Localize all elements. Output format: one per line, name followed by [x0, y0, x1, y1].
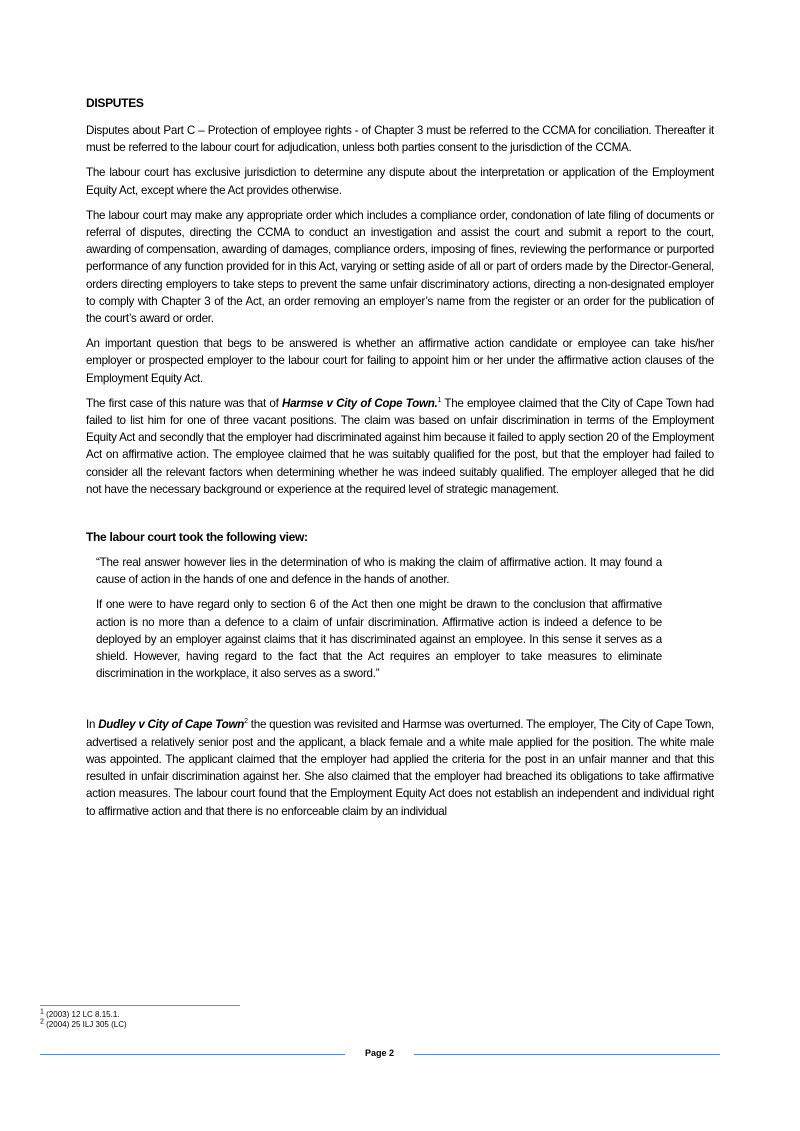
footnote-2-text: (2004) 25 ILJ 305 (LC)	[46, 1020, 127, 1029]
footnote-1-text: (2003) 12 LC 8.15.1.	[46, 1010, 120, 1019]
paragraph-dudley-case	[86, 716, 714, 819]
footnotes	[40, 1010, 127, 1030]
footnote-1-number: 1	[40, 1008, 44, 1016]
block-quote	[96, 554, 662, 682]
section-heading: DISPUTES	[86, 96, 144, 110]
paragraph-harmse-case	[86, 395, 714, 498]
paragraph-court-orders: The labour court may make any appropriate order which includes a compliance order, condonation of late filing of documents or referral of disputes, directing the CCMA to conduct an investigation and assist the court and submit a report to the court, awarding of compensation, awarding of damages, compliance orders, imposing of fines, reviewing the performance or purported performance of any function provided for in this Act, varying or setting aside of all or part of orders made by the Director-General, orders directing employers to take steps to prevent the same unfair discriminatory actions, directing a non-designated employer to comply with Chapter 3 of the Act, an order removing an employer’s name from the register or an order for the publication of the court’s award or order.	[86, 208, 714, 326]
paragraph-important-question: An important question that begs to be answered is whether an affirmative action candidate or employee can take his/her employer or prospected employer to the labour court for failing to appoint him or her under the affirmative action clauses of the Employment Equity Act.	[86, 337, 714, 385]
footnote-2-number: 2	[40, 1018, 44, 1026]
dudley-intro: In	[86, 718, 99, 732]
footnote-separator	[40, 1005, 240, 1006]
footer-rule-left	[40, 1054, 345, 1055]
harmse-case-name: Harmse v City of Cope Town.	[281, 396, 438, 410]
dudley-rest: the question was revisited and Harmse was overturned. The employer, The City of Cape Town, advertised a relatively senior post and the applicant, a black female and a white male applied for the position. The white male was appointed. The applicant claimed that the employer had applied the criteria for the post in an unfair manner and that this resulted in unfair discrimination against her. She also claimed that the employer had breached its obligations to take affirmative action measures. The labour court found that the Employment Equity Act does not establish an independent and individual right to affirmative action and that there is no enforceable claim by an individual	[86, 718, 715, 818]
footnote-2	[40, 1020, 127, 1030]
footer-rule-right	[414, 1054, 720, 1055]
footnote-1	[40, 1010, 127, 1020]
document-body	[86, 96, 714, 828]
harmse-intro: The first case of this nature was that of	[86, 396, 282, 410]
paragraph-exclusive-jurisdiction: The labour court has exclusive jurisdiction to determine any dispute about the interpretation or application of the Employment Equity Act, except where the Act provides otherwise.	[86, 166, 714, 197]
quote-paragraph-1: “The real answer however lies in the determination of who is making the claim of affirmative action. It may found a cause of action in the hands of one and defence in the hands of another.	[96, 556, 662, 587]
view-heading: The labour court took the following view:	[86, 530, 308, 545]
dudley-case-name: Dudley v City of Cape Town	[98, 718, 245, 732]
footnote-ref-2[interactable]: 2	[244, 718, 248, 726]
quote-paragraph-2: If one were to have regard only to section 6 of the Act then one might be drawn to the conclusion that affirmative action is no more than a defence to a claim of unfair discrimination. Affirmative action is indeed a defence to be deployed by an employer against claims that it has discriminated against an employee. In this sense it serves as a shield. However, having regard to the fact that the Act requires an employer to take measures to eliminate discrimination in the workplace, it also serves as a sword.”	[96, 598, 662, 681]
footnote-ref-1[interactable]: 1	[437, 396, 442, 404]
paragraph-disputes-referral: Disputes about Part C – Protection of employee rights - of Chapter 3 must be referred to the CCMA for conciliation. Thereafter it must be referred to the labour court for adjudication, unless both parties consent to the jurisdiction of the CCMA.	[86, 124, 714, 155]
page-number: Page 2	[364, 1048, 395, 1058]
harmse-rest: The employee claimed that the City of Cape Town had failed to list him for one of three vacant positions. The claim was based on unfair discrimination in terms of the Employment Equity Act and secondly that the employer had discriminated against him because it failed to apply section 20 of the Employment Act on affirmative action. The employee claimed that he was suitably qualified for the post, but that the employer had failed to consider all the relevant factors when determining whether he was indeed suitably qualified. The employer alleged that he did not have the necessary background or experience at the required level of strategic management.	[86, 396, 714, 496]
